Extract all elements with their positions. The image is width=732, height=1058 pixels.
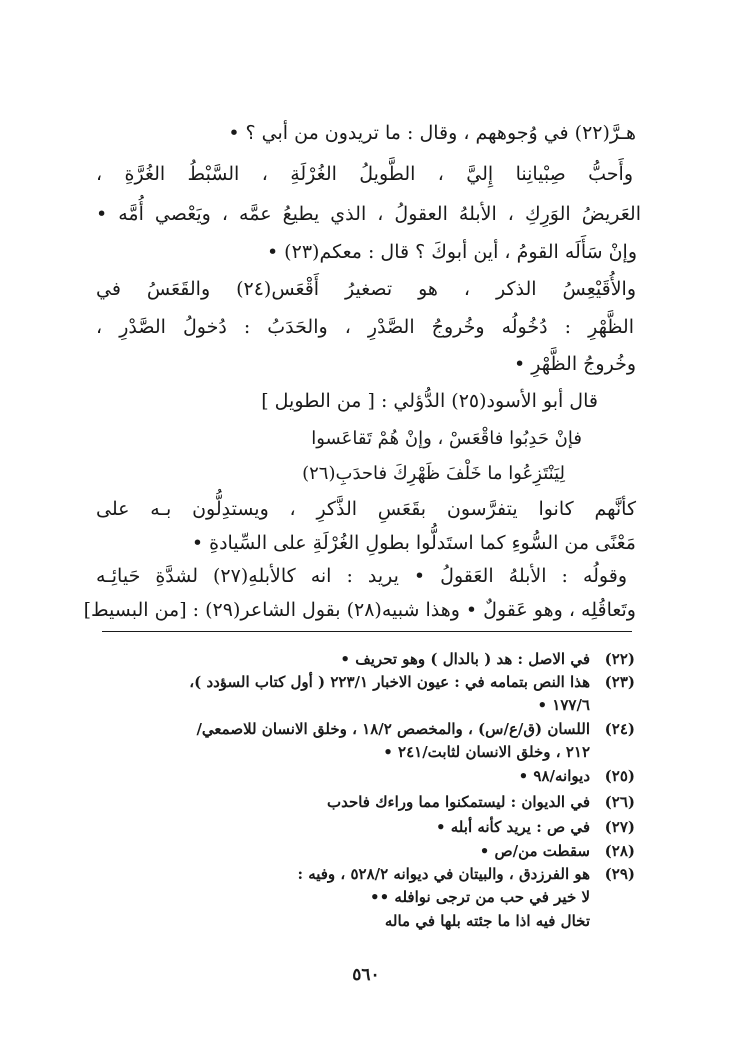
footnote-number: (٢٧) <box>604 818 635 836</box>
footnote-separator <box>102 631 632 632</box>
body-line: الظَّهْرِ : دُخُولُه وخُروجُ الصَّدْرِ ، والحَدَبُ : دُخولُ الصَّدْرِ ، <box>96 316 634 338</box>
footnote-number: (٢٩) <box>604 865 635 883</box>
footnote-text: ٢١٢ ، وخلق الانسان لثابت/٢٤١ • <box>383 743 590 761</box>
footnote-text: سقطت من/ص • <box>479 842 590 860</box>
body-line: وخُروجُ الظَّهْرِ • <box>513 353 636 375</box>
verse-line: فإنْ حَدِبُوا فاقْعَسْ ، وإنْ هُمْ تَقاعَسوا <box>311 428 582 449</box>
body-line: كأنَّهم كانوا يتفرَّسون بقَعَسِ الذَّكرِ ، ويستدِلُّون بـه على <box>96 498 636 520</box>
footnote-number: (٢٦) <box>604 793 635 811</box>
footnote-text: في الاصل : هد ( بالدال ) وهو تحريف • <box>340 650 590 668</box>
footnote-number: (٢٤) <box>604 720 635 738</box>
footnote-text: اللسان (ق/ع/س) ، والمخصص ١٨/٢ ، وخلق الانسان للاصمعي/ <box>196 720 590 738</box>
body-line: مَعْنًى من السُّوءِ كما استَدلُّوا بطولِ الغُرْلَةِ على السِّيادةِ • <box>191 532 636 554</box>
footnote-text: تخال فيه اذا ما جئته بلها في ماله <box>384 912 590 930</box>
footnote-text: هذا النص بتمامه في : عيون الاخبار ٢٢٣/١ ( أول كتاب السؤدد )، <box>189 673 590 691</box>
verse-line: لِيَنْتَزِعُوا ما خَلْفَ ظَهْرِكَ فاحدَبِ(٢٦) <box>302 463 565 484</box>
body-line: وتَعاقُلِه ، وهو عَقولٌ • وهذا شبيه(٢٨) بقول الشاعر(٢٩) : [من البسيط] <box>83 599 636 621</box>
footnote-text: في الديوان : ليستمكنوا مما وراءك فاحدب <box>326 793 590 811</box>
footnote-text: ديوانه/٩٨ • <box>518 767 590 785</box>
footnote-number: (٢٢) <box>604 650 635 668</box>
body-line: العَريضُ الوَرِكِ ، الأبلهُ العقولُ ، الذي يطيعُ عمَّه ، ويَعْصي أُمَّه • <box>96 203 641 225</box>
body-line: وإنْ سَأَلَه القومُ ، أين أبوكَ ؟ قال : معكم(٢٣) • <box>266 241 637 263</box>
body-line: هـرَّ(٢٢) في وُجوههم ، وقال : ما تريدون من أبي ؟ • <box>228 122 636 144</box>
footnote-text: لا خير في حب من ترجى نوافله •• <box>370 888 590 906</box>
footnote-number: (٢٨) <box>604 842 635 860</box>
footnote-text: ١٧٧/٦ • <box>537 696 590 714</box>
footnote-number: (٢٣) <box>604 673 635 691</box>
page-number: ٥٦٠ <box>352 965 380 985</box>
verse-intro: قال أبو الأسود(٢٥) الدُّؤلي : [ من الطويل ] <box>261 390 598 412</box>
body-line: وأَحبُّ صِبْيانِنا إِليَّ ، الطَّويلُ الغُرْلَةِ ، السَّبْطُ الغُرَّةِ ، <box>96 163 633 185</box>
footnote-number: (٢٥) <box>604 767 635 785</box>
footnote-text: في ص : يريد كأنه أبله • <box>435 818 590 836</box>
footnote-text: هو الفرزدق ، والبيتان في ديوانه ٥٢٨/٢ ، وفيه : <box>297 865 590 883</box>
body-line: وقولُه : الأبلهُ العَقولُ • يريد : انه كالأبلهِ(٢٧) لشدَّةِ حَيائِـه <box>96 565 627 587</box>
body-line: والأُقَيْعِسُ الذكر ، هو تصغيرُ أَقْعَس(٢٤) والقَعَسُ في <box>96 278 637 300</box>
